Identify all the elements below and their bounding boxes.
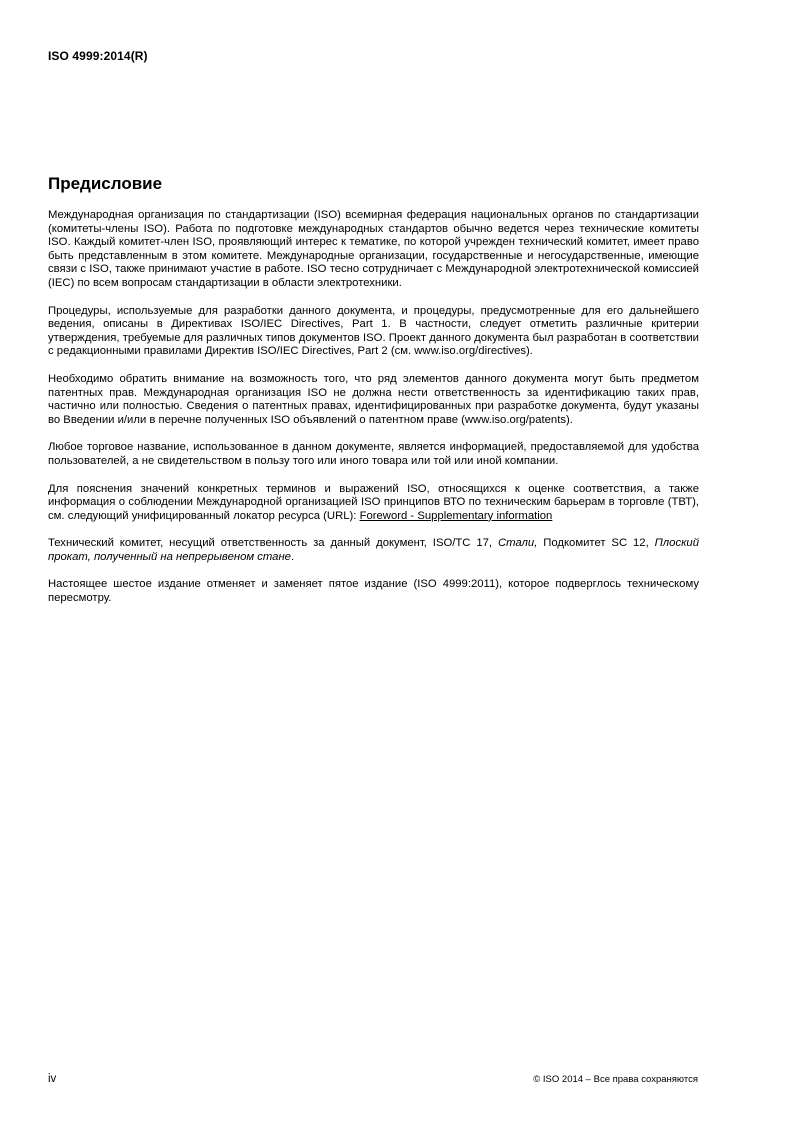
- committee-text-3: .: [290, 550, 295, 563]
- page-title: Предисловие: [48, 174, 163, 193]
- paragraph-iso-description: Международная организация по стандартизации (ISO) всемирная федерация национальных органов по стандартизации (комитеты-члены ISO). Работа по подготовке международных стандартов обычно ведется через технические комитеты ISO. Каждый комитет-член ISO, проявляющий интерес к тематике, по которой учрежден технический комитет, имеет право быть представленным в этом комитете. Международные организации, государственные и негосударственные, имеющие связи с ISO, также принимают участие в работе. ISO тесно сотрудничает с Международной электротехнической комиссией (IEC) по всем вопросам стандартизации в области электротехники.: [48, 209, 699, 289]
- paragraph-technical-committee: [48, 537, 699, 564]
- paragraph-conformity-assessment: [48, 483, 699, 524]
- copyright-notice: © ISO 2014 – Все права сохраняются: [533, 1074, 698, 1085]
- paragraph-edition: Настоящее шестое издание отменяет и заменяет пятое издание (ISO 4999:2011), которое подверглось техническому пересмотру.: [48, 578, 699, 605]
- conformity-text: Для пояснения значений конкретных терминов и выражений ISO, относящихся к оценке соответствия, а также информация о соблюдении Международной организацией ISO принципов ВТО по техническим барьерам в торговле (ТВТ), см. следующий унифицированный локатор ресурса (URL):: [48, 482, 699, 522]
- paragraph-trade-names: Любое торговое название, использованное в данном документе, является информацией, предоставляемой для удобства пользователей, а не свидетельством в пользу того или иного товара или той или иной компании.: [48, 441, 699, 467]
- supplementary-information-link[interactable]: Foreword - Supplementary information: [359, 509, 553, 522]
- paragraph-procedures: Процедуры, используемые для разработки данного документа, и процедуры, предусмотренные для его дальнейшего ведения, описаны в Директивах ISO/IEC Directives, Part 1. В частности, следует отметить различные критерии утверждения, требуемые для различных типов документов ISO. Проект данного документа был разработан в соответствии с редакционными правилами Директив ISO/IEC Directives, Part 2 (см. www.iso.org/directives).: [48, 304, 699, 358]
- subcommittee-name: Плоский прокат, полученный на непрерывеном стане: [48, 537, 699, 563]
- committee-text-1: Технический комитет, несущий ответственность за данный документ, ISO/TC 17,: [48, 537, 498, 550]
- paragraph-patent-rights: Необходимо обратить внимание на возможность того, что ряд элементов данного документа могут быть предметом патентных прав. Международная организация ISO не должна нести ответственность за идентификацию таких прав, частично или полностью. Сведения о патентных правах, идентифицированных при разработке документа, будут указаны во Введении и/или в перечне полученных ISO объявлений о патентном праве (www.iso.org/patents).: [48, 372, 699, 426]
- foreword-body: [48, 209, 699, 620]
- committee-text-2: Подкомитет SC 12,: [537, 537, 655, 550]
- page-number: iv: [48, 1073, 57, 1085]
- committee-name-steel: Стали,: [497, 537, 538, 550]
- document-id-header: ISO 4999:2014(R): [48, 49, 148, 63]
